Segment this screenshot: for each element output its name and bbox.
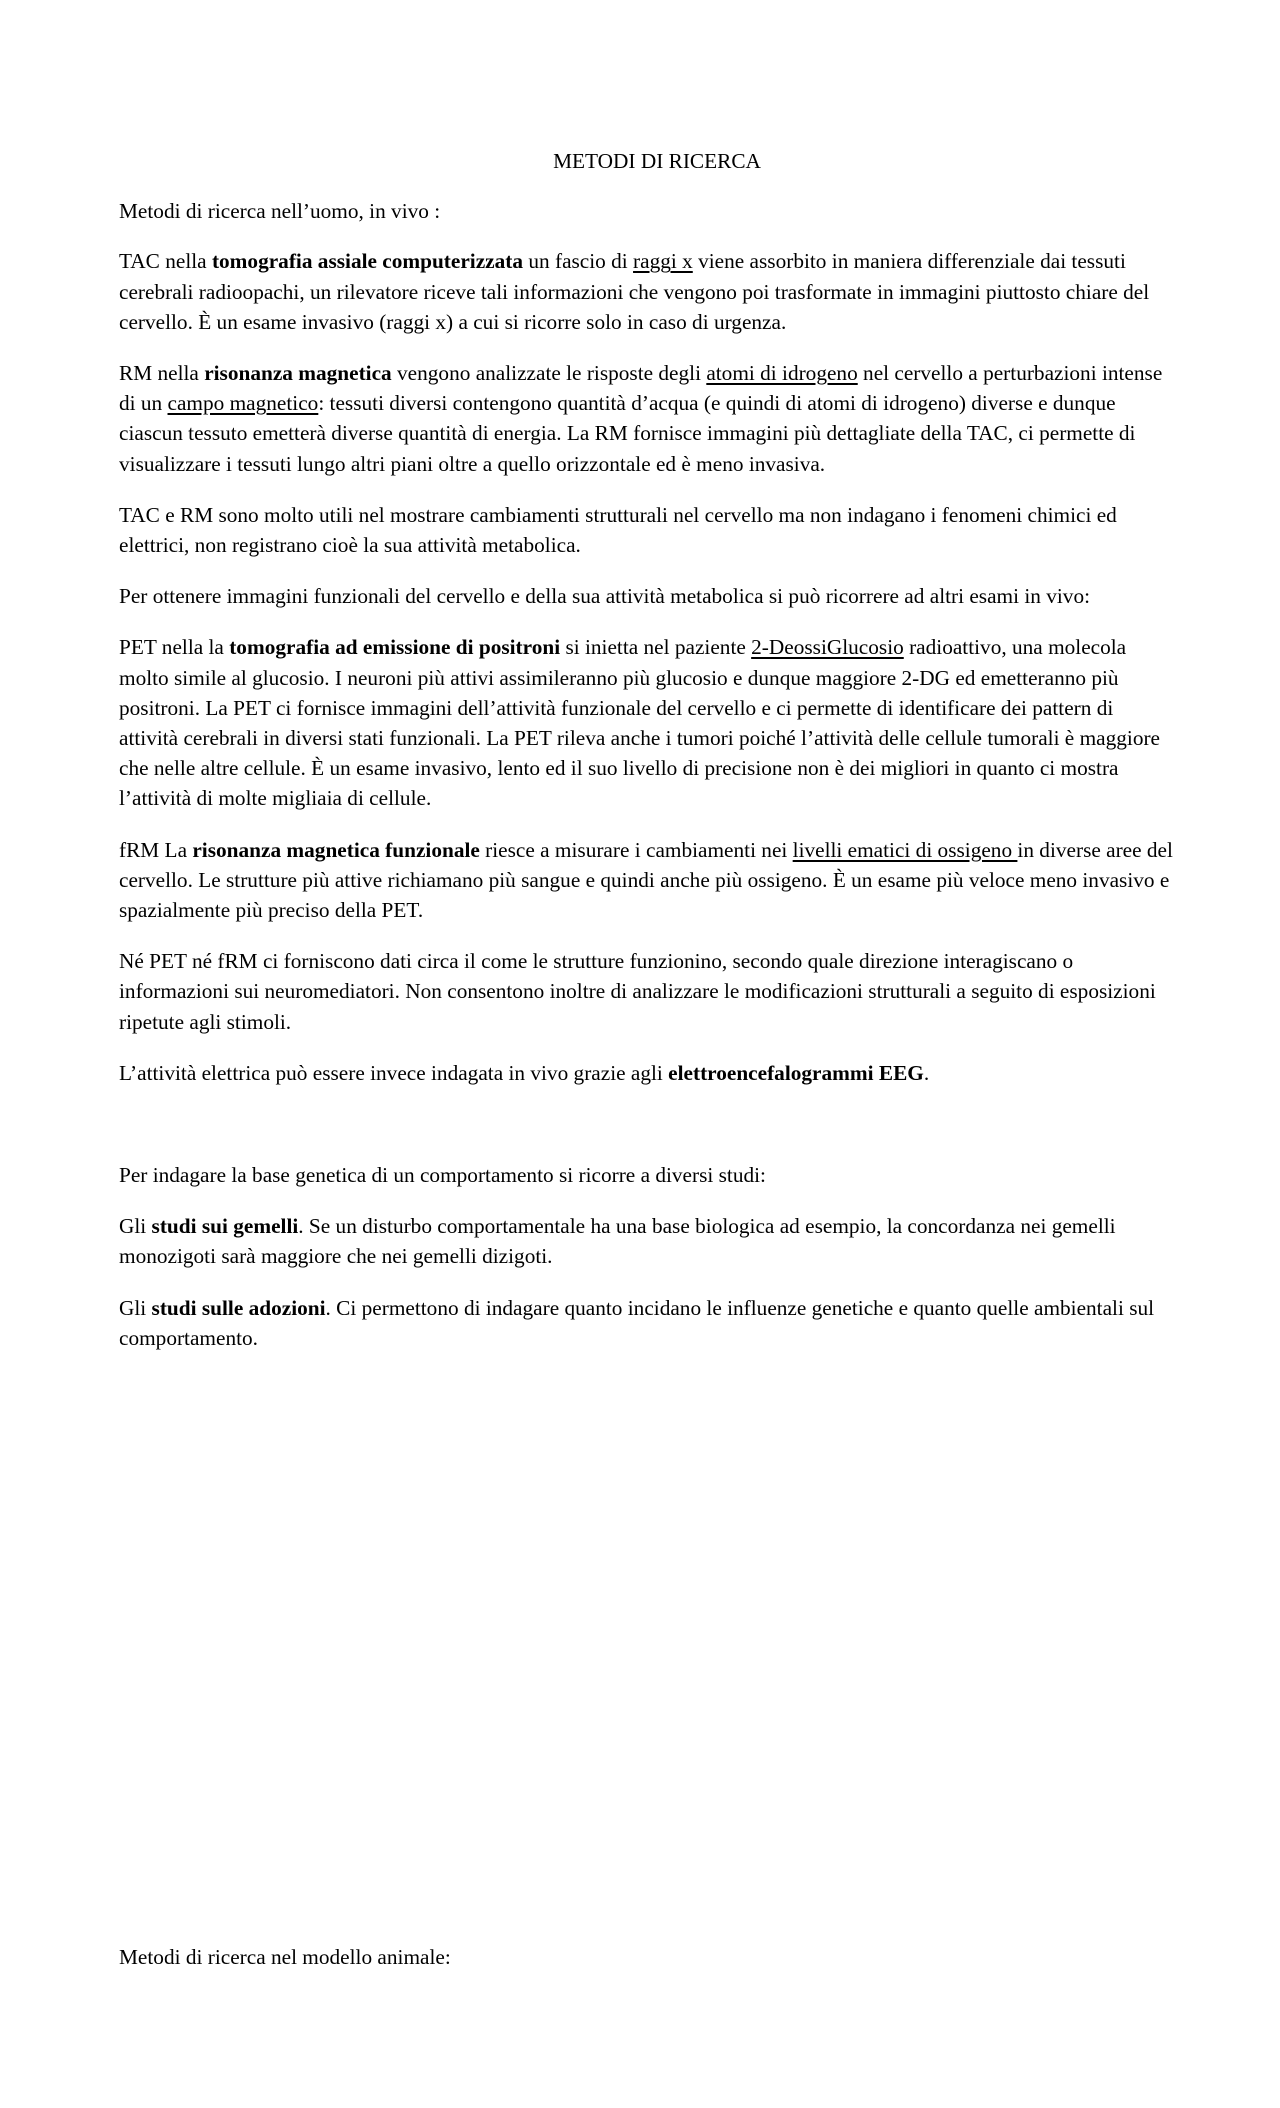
page-title: METODI DI RICERCA xyxy=(553,149,761,173)
rm-text-3: nel cervello a perturbazioni intense di un xyxy=(119,361,1163,416)
adoptions-text-2: . Ci permettono di indagare quanto incidano le influenze genetiche e quanto quelle ambientali sul comportamento. xyxy=(119,1295,1155,1350)
pet-text-1: PET nella la xyxy=(119,635,230,660)
pet-text-2: si inietta nel paziente xyxy=(560,635,752,660)
twins-text-1: Gli xyxy=(119,1214,152,1239)
frm-text-3: in diverse aree del cervello. Le strutture più attive richiamano più sangue e quindi anche più ossigeno. È un esame più veloce meno invasivo e spazialmente più preciso della PET. xyxy=(119,837,1173,923)
frm-text-1: fRM La xyxy=(119,837,193,862)
rm-underline-atomi: atomi di idrogeno xyxy=(706,361,858,386)
tac-text-1: TAC nella xyxy=(119,249,212,274)
eeg-paragraph xyxy=(119,1058,1175,1088)
tac-paragraph xyxy=(119,246,1175,337)
eeg-text-1: L’attività elettrica può essere invece indagata in vivo grazie agli xyxy=(119,1060,669,1085)
adoptions-text-1: Gli xyxy=(119,1295,152,1320)
frm-underline-ossigeno: livelli ematici di ossigeno xyxy=(792,837,1018,862)
rm-text-1: RM nella xyxy=(119,361,205,386)
pet-term: tomografia ad emissione di positroni xyxy=(229,635,561,660)
animal-methods-heading: Metodi di ricerca nel modello animale: xyxy=(119,1945,451,1969)
pet-underline-2dg: 2-DeossiGlucosio xyxy=(751,635,904,660)
functional-paragraph: Per ottenere immagini funzionali del cervello e della sua attività metabolica si può ricorrere ad altri esami in vivo: xyxy=(119,584,1091,609)
rm-underline-campo: campo magnetico xyxy=(167,391,319,416)
rm-text-2: vengono analizzate le risposte degli xyxy=(391,361,707,386)
twins-text-2: . Se un disturbo comportamentale ha una base biologica ad esempio, la concordanza nei gemelli monozigoti sarà maggiore che nei gemelli dizigoti. xyxy=(119,1214,1116,1269)
blank-gap xyxy=(119,1109,1175,1160)
frm-term: risonanza magnetica funzionale xyxy=(192,837,480,862)
pet-paragraph xyxy=(119,632,1175,813)
intro-paragraph: Metodi di ricerca nell’uomo, in vivo : xyxy=(119,199,441,224)
tac-underline-raggi-x: raggi x xyxy=(633,249,693,274)
rm-term: risonanza magnetica xyxy=(204,361,392,386)
twins-paragraph xyxy=(119,1211,1175,1271)
tac-rm-paragraph: TAC e RM sono molto utili nel mostrare cambiamenti strutturali nel cervello ma non indagano i fenomeni chimici ed elettrici, non registrano cioè la sua attività metabolica. xyxy=(119,502,1117,558)
tac-text-3: viene assorbito in maniera differenziale dai tessuti cerebrali radioopachi, un rilevatore riceve tali informazioni che vengono poi trasformate in immagini piuttosto chiare del cervello. È un esame invasivo (raggi x) a cui si ricorre solo in caso di urgenza. xyxy=(119,249,1150,334)
rm-paragraph xyxy=(119,358,1175,479)
adoptions-paragraph xyxy=(119,1293,1175,1353)
eeg-text-2: . xyxy=(923,1060,930,1085)
tac-term: tomografia assiale computerizzata xyxy=(211,249,524,274)
tac-text-2: un fascio di xyxy=(523,249,634,274)
adoptions-term: studi sulle adozioni xyxy=(151,1295,326,1320)
rm-text-4: : tessuti diversi contengono quantità d’acqua (e quindi di atomi di idrogeno) diverse e dunque ciascun tessuto emetterà diverse quantità di energia. La RM fornisce immagini più dettagliate della TAC, ci permette di visualizzare i tessuti lungo altri piani oltre a quello orizzontale ed è meno invasiva. xyxy=(119,391,1136,476)
limits-paragraph: Né PET né fRM ci forniscono dati circa il come le strutture funzionino, secondo quale direzione interagiscano o informazioni sui neuromediatori. Non consentono inoltre di analizzare le modificazioni strutturali a seguito di esposizioni ripetute agli stimoli. xyxy=(119,949,1156,1034)
frm-text-2: riesce a misurare i cambiamenti nei xyxy=(479,837,793,862)
frm-paragraph xyxy=(119,835,1175,926)
genetics-intro-paragraph: Per indagare la base genetica di un comportamento si ricorre a diversi studi: xyxy=(119,1163,766,1188)
twins-term: studi sui gemelli xyxy=(151,1214,299,1239)
document-body xyxy=(119,146,1175,1374)
pet-text-3: radioattivo, una molecola molto simile al glucosio. I neuroni più attivi assimileranno più glucosio e dunque maggiore 2-DG ed emetteranno più positroni. La PET ci fornisce immagini dell’attività funzionale del cervello e ci permette di identificare dei pattern di attività cerebrali in diversi stati funzionali. La PET rileva anche i tumori poiché l’attività delle cellule tumorali è maggiore che nelle altre cellule. È un esame invasivo, lento ed il suo livello di precisione non è dei migliori in quanto ci mostra l’attività di molte migliaia di cellule. xyxy=(119,635,1161,811)
eeg-term: elettroencefalogrammi EEG xyxy=(668,1060,924,1085)
